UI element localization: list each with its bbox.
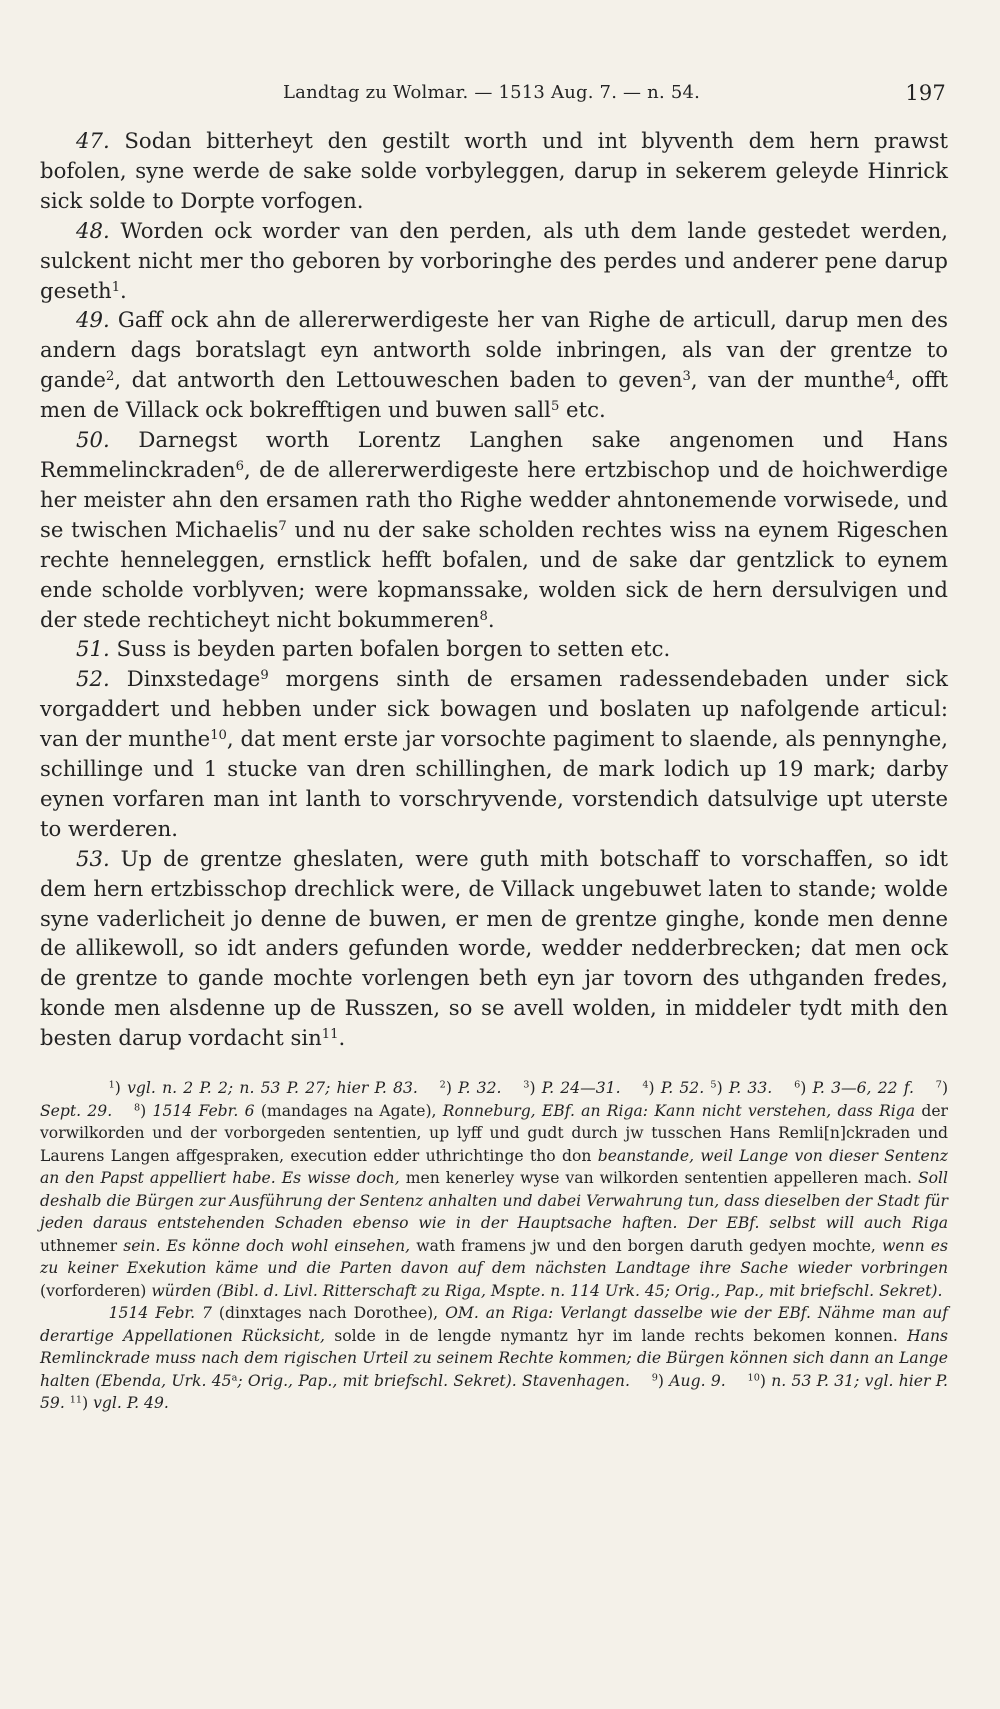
footnote-ref: 9	[260, 668, 269, 684]
footnote-line: $^1$) vgl. n. 2 P. 2; n. 53 P. 27; hier P. 83. $^2$) P. 32. $^3$) P. 24—31. $^4$) P. 52. $^5$) P. 33. $^6$) P. 3—6, 22 f. $^7$) Sept. 29. $^8$) 1514 Febr. 6 (mandages na Agate), Ronneburg, EBf. an Riga: Kann nicht verstehen, dass Riga der vorwilkorden und der vorborgeden sententien, up lyff und gudt durch jw tusschen Hans Remli[n]ckraden und Laurens Langen affgesprakеn, execution edder uthrichtinge tho don beanstande, weil Lange von dieser Sentenz an den Papst appelliert habe. Es wisse doch, men kenerley wyse van wilkorden sententien appelleren mach. Soll deshalb die Bürgen zur Ausführung der Sentenz anhalten und dabei Verwahrung tun, dass dieselben der Stadt für jeden daraus entstehenden Schaden ebenso wie in der Hauptsache haften. Der EBf. selbst will auch Riga uthnemer sein. Es könne doch wohl einsehen, wath framens jw und den borgen daruth gedyen mochte, wenn es zu keiner Exekution käme und die Parten davon auf dem nächsten Landtage ihre Sache wieder vorbringen (vorforderen) würden (Bibl. d. Livl. Ritterschaft zu Riga, Mspte. n. 114 Urk. 45; Orig., Pap., mit briefschl. Sekret).	[40, 1079, 949, 1300]
footnote-marker: 11	[69, 1394, 83, 1406]
footnote-ref: 4	[885, 369, 895, 385]
paragraph-text: Darnegst worth Lorentz Langhen sake angenomen und Hans Remmelinckraden	[40, 427, 948, 482]
paragraph-text: morgens sinth de ersamen radessendebaden under sick vorgaddert und hebben under sick bowagen und boslaten up nafolgende articul: van der munthe	[40, 666, 948, 752]
footnote-8-text: uthnemer	[40, 1236, 124, 1255]
paragraph-53	[40, 844, 948, 1053]
paragraph-text: , dat ment erste jar vorsochte pagiment to slaende, als pennynghe, schillinge und 1 stucke van dren schillinghen, de mark lodich up 19 mark; darby eynen vorfaren man int lanth to vorschryvende, vorstendich datsulvige upt uterste to werderen.	[40, 726, 948, 841]
footnote-ref: 10	[210, 727, 227, 743]
paragraph-50	[40, 425, 948, 634]
footnote-8b-sup: a	[231, 1372, 238, 1384]
paragraph-49	[40, 305, 948, 425]
footnote-line: 1514 Febr. 7 (dinxtages nach Dorothee), OM. an Riga: Verlangt dasselbe wie der EBf. Nähme man auf derartige Appellationen Rücksicht, solde in de lengde nymantz hyr im lande rechts bekomen konnen. Hans Remlinckrade muss nach dem rigischen Urteil zu seinem Rechte kommen; die Bürgen können sich dann an Lange halten (Ebenda, Urk. 45$^a$; Orig., Pap., mit briefschl. Sekret). Stavenhagen. $^9$) Aug. 9. $^{10}$) n. 53 P. 31; vgl. hier P. 59. $^{11}$) vgl. P. 49.	[40, 1304, 949, 1413]
footnote-ref: 6	[235, 458, 244, 474]
paragraph-text: Worden ock worder van den perden, als uth dem lande gestedet werden, sulckent nicht mer tho geboren by vorboringhe des perdes und anderer pene darup geseth	[40, 217, 948, 303]
paragraph-text: .	[338, 1025, 346, 1051]
footnote-ref: 3	[682, 369, 691, 385]
footnote-9: Aug. 9.	[669, 1371, 726, 1390]
footnote-marker: 9	[651, 1372, 658, 1384]
paragraph-number: 51.	[76, 636, 110, 662]
paragraph-text: Suss is beyden parten bofalen borgen to setten etc.	[116, 636, 671, 662]
footnote-7: Sept. 29.	[40, 1101, 113, 1120]
footnote-8-text: men kenerley wyse van wilkorden sententien appelleren mach.	[399, 1169, 918, 1188]
footnote-2: P. 32.	[458, 1079, 502, 1098]
footnotes	[40, 1077, 948, 1415]
footnote-11: vgl. P. 49.	[93, 1394, 169, 1413]
footnote-8b-date: 1514 Febr. 7	[108, 1304, 212, 1323]
paragraph-text: , dat antworth den Lettouweschen baden to geven	[114, 367, 683, 393]
paragraph-number: 50.	[76, 427, 110, 453]
footnote-3: P. 24—31.	[541, 1079, 621, 1098]
paragraph-text: etc.	[559, 397, 606, 423]
footnote-8-text: (mandages na Agate),	[254, 1101, 443, 1120]
footnote-8-text: würden (Bibl. d. Livl. Ritterschaft zu Riga, Mspte. n. 114 Urk. 45; Orig., Pap., mit briefschl. Sekret).	[151, 1281, 943, 1300]
footnote-8-text: wenn es zu keiner Exekution käme und die Parten davon auf dem nächsten Landtage ihre Sache wieder vorbringen	[40, 1236, 948, 1278]
footnote-8-text: beanstande, weil Lange von dieser Sentenz an den Papst appelliert habe. Es wisse doch,	[40, 1146, 948, 1188]
footnote-marker: 5	[710, 1079, 717, 1091]
footnote-8-text: der vorwilkorden und der vorborgeden sententien, up lyff und gudt durch jw tusschen Hans Remli[n]ckraden und Laurens Langen affgesprakеn, execution edder uthrichtinge tho don	[40, 1101, 948, 1165]
footnote-marker: 6	[794, 1079, 801, 1091]
paragraph-number: 52.	[76, 666, 110, 692]
paragraph-text: Dinxstedage	[126, 666, 261, 692]
footnote-8-text: Ronneburg, EBf. an Riga: Kann nicht verstehen, dass Riga	[442, 1101, 916, 1120]
paragraph-text: , van der munthe	[690, 367, 886, 393]
paragraph-text: , offt men de Villack ock bokrefftigen und buwen sall	[40, 367, 949, 423]
footnote-8b-text: (dinxtages nach Dorothee),	[211, 1304, 446, 1323]
footnote-1: vgl. n. 2 P. 2; n. 53 P. 27; hier P. 83.	[127, 1079, 418, 1098]
body-text	[40, 126, 948, 1053]
running-head	[40, 82, 948, 122]
paragraph-48	[40, 216, 948, 306]
footnote-8-text: Soll deshalb die Bürgen zur Ausführung der Sentenz anhalten und dabei Verwahrung tun, dass dieselben der Stadt für jeden daraus entstehenden Schaden ebenso wie in der Hauptsache haften. Der EBf. selbst will auch Riga	[40, 1169, 948, 1233]
footnote-marker: 7	[935, 1079, 942, 1091]
footnote-8b-text: solde in de lengde nymantz hyr im lande rechts bekomen konnen.	[324, 1326, 908, 1345]
paragraph-text: .	[487, 606, 495, 632]
paragraph-number: 49.	[76, 307, 110, 333]
footnote-8-text: (vorforderen)	[40, 1281, 152, 1300]
footnote-8b-text: ; Orig., Pap., mit briefschl. Sekret). Stavenhagen.	[237, 1371, 630, 1390]
footnote-marker: 3	[523, 1079, 530, 1091]
page-number: 197	[905, 81, 946, 105]
footnote-6: P. 3—6, 22 f.	[812, 1079, 914, 1098]
footnote-8-date: 1514 Febr. 6	[152, 1101, 255, 1120]
paragraph-text: Sodan bitterheyt den gestilt worth und int blyventh dem hern prawst bofolen, syne werde de sake solde vorbyleggen, darup in sekerem geleyde Hinrick sick solde to Dorpte vorfogen.	[40, 128, 948, 213]
paragraph-text: .	[120, 277, 127, 303]
footnote-8-text: wath framens jw und den borgen daruth gedyen mochte,	[410, 1236, 882, 1255]
footnote-marker: 2	[439, 1079, 446, 1091]
paragraph-52	[40, 664, 948, 843]
footnote-marker: 1	[108, 1079, 115, 1091]
footnote-ref: 1	[111, 279, 121, 295]
paragraph-text: Up de grentze gheslaten, were guth mith botschaff to vorschaffen, so idt dem hern ertzbisschop drechlick were, de Villack ungebuwet laten to stande; wolde syne vaderlicheit jo denne de buwen, er men de grentze ginghe, konde men denne de allikewoll, so idt anders gefunden worde, wedder nedderbrecken; dat men ock de grentze to gande mochte vorlengen beth eyn jar tovorn des uthganden fredes, konde men alsdenne up de Russzen, so se avell wolden, in middeler tydt mith den besten darup vordacht sin	[40, 845, 948, 1051]
paragraph-51	[40, 634, 948, 664]
footnote-5: P. 33.	[728, 1079, 773, 1098]
footnote-8b-text: OM. an Riga: Verlangt dasselbe wie der EBf. Nähme man auf derartige Appellationen Rücksicht,	[40, 1304, 949, 1345]
footnote-ref: 7	[278, 518, 287, 534]
paragraph-text: Gaff ock ahn de allererwerdigeste her van Righe de articull, darup men des andern dags boratslagt eyn antworth solde inbringen, als van der grentze to gande	[40, 307, 948, 393]
footnote-ref: 2	[105, 369, 115, 385]
footnote-marker: 8	[134, 1102, 141, 1114]
footnote-ref: 11	[321, 1026, 339, 1042]
running-title: Landtag zu Wolmar. — 1513 Aug. 7. — n. 54.	[283, 82, 701, 103]
footnote-4: P. 52.	[660, 1079, 705, 1098]
paragraph-47	[40, 126, 948, 216]
paragraph-text: , de de allererwerdigeste here ertzbischop und de hoichwerdige her meister ahn den ersamen rath tho Righe wedder ahntonemende vorwisede, und se twischen Michaelis	[40, 456, 948, 542]
paragraph-text: und nu der sake scholden rechtes wiss na eynem Rigeschen rechte henneleggen, ernstlick hefft bofalen, und de sake dar gentzlick to eynem ende scholde vorblyven; were kopmanssake, wolden sick de hern dersulvigen und der stede rechticheyt nicht bokummeren	[40, 516, 948, 632]
footnote-ref: 5	[550, 398, 560, 414]
paragraph-number: 53.	[76, 845, 110, 871]
footnote-marker: 4	[642, 1079, 649, 1091]
paragraph-number: 47.	[76, 128, 110, 153]
footnote-10: n. 53 P. 31; vgl. hier P. 59.	[40, 1371, 948, 1413]
paragraph-number: 48.	[76, 217, 110, 243]
footnote-8-text: sein. Es könne doch wohl einsehen,	[123, 1236, 411, 1255]
footnote-marker: 10	[747, 1372, 760, 1384]
footnote-ref: 8	[479, 608, 488, 624]
footnote-8b-text: Hans Remlinckrade muss nach dem rigischen Urteil zu seinem Rechte kommen; die Bürgen können sich dann an Lange halten (Ebenda, Urk. 45	[40, 1326, 949, 1390]
